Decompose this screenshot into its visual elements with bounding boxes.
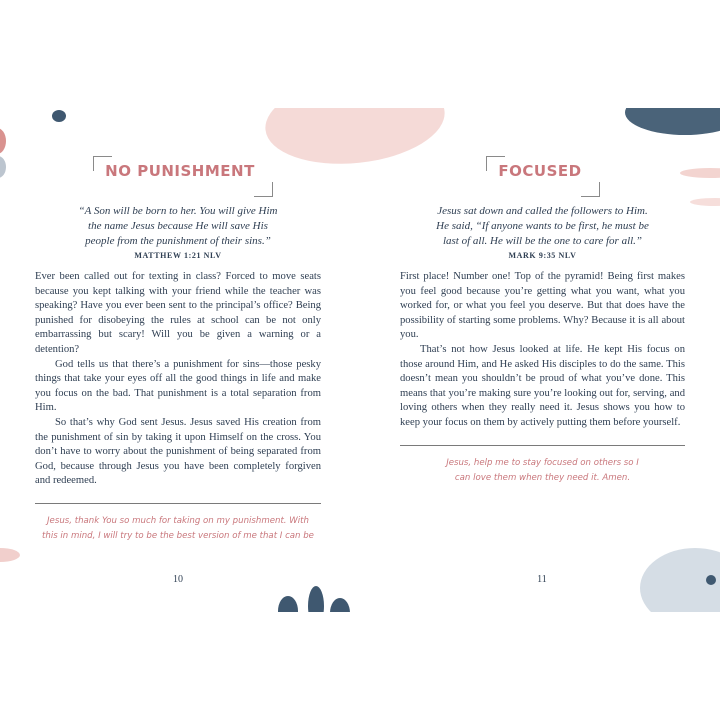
paragraph: That’s not how Jesus looked at life. He kept His focus on those around Him, and He asked His disciples to do the same. This doesn’t mean you shouldn’t be proud of what you’ve done. This means that you’re making sure you’re looking out for, serving, and loving others when they really need it. Jesus shows you how to keep your focus on them by actively putting them before yourself. bbox=[400, 343, 685, 428]
right-page bbox=[360, 108, 720, 612]
divider bbox=[400, 445, 685, 446]
page-content bbox=[35, 204, 321, 544]
prayer-line: can love them when they need it. Amen. bbox=[454, 472, 631, 483]
page-content bbox=[400, 204, 685, 486]
page-title: NO PUNISHMENT bbox=[105, 162, 255, 180]
quote-line: the name Jesus because He will save His bbox=[88, 220, 268, 232]
body-text bbox=[400, 270, 685, 431]
title-frame bbox=[486, 156, 593, 187]
scripture-quote bbox=[35, 204, 321, 249]
paragraph: So that’s why God sent Jesus. Jesus saved His creation from the punishment of sin by taking it upon Himself on the cross. You don’t have to worry about the punishment of being separated from God, because through Jesus you have been completely forgiven and redeemed. bbox=[35, 416, 321, 487]
scripture-quote bbox=[400, 204, 685, 249]
divider bbox=[35, 503, 321, 504]
scripture-reference: MARK 9:35 NLV bbox=[508, 251, 577, 260]
scripture-reference: MATTHEW 1:21 NLV bbox=[134, 251, 222, 260]
title-frame bbox=[93, 156, 267, 187]
quote-line: last of all. He will be the one to care for all.” bbox=[442, 235, 643, 247]
prayer bbox=[35, 514, 321, 544]
prayer-line: Jesus, thank You so much for taking on my punishment. With bbox=[47, 515, 309, 526]
paragraph: First place! Number one! Top of the pyramid! Being first makes you feel good because you’re getting what you want, what you worked for, or what you feel you deserve. But that does have the possibility of starting some problems. Why? Because it is all about you. bbox=[400, 271, 685, 341]
page-number: 11 bbox=[537, 574, 547, 585]
quote-line: people from the punishment of their sins.” bbox=[85, 235, 271, 247]
prayer bbox=[400, 456, 685, 486]
book-spread bbox=[0, 108, 720, 612]
paragraph: God tells us that there’s a punishment for sins—those pesky things that take your eyes off all the good things in life and make you focus on the bad. That punishment is a total separation from Him. bbox=[35, 358, 321, 414]
page-number: 10 bbox=[173, 574, 183, 585]
page-title: FOCUSED bbox=[498, 162, 582, 180]
quote-line: Jesus sat down and called the followers to Him. bbox=[437, 205, 648, 217]
quote-line: He said, “If anyone wants to be first, he must be bbox=[436, 220, 649, 232]
prayer-line: this in mind, I will try to be the best version of me that I can be bbox=[42, 530, 314, 541]
left-page bbox=[0, 108, 360, 612]
body-text bbox=[35, 270, 321, 489]
paragraph: Ever been called out for texting in class? Forced to move seats because you kept talking with your friend while the teacher was speaking? Have you ever been sent to the principal’s office? Being punished for disobeying the rules at school can be not only embarrassing but scary! Will you be given a warning or a detention? bbox=[35, 271, 321, 355]
quote-line: “A Son will be born to her. You will give Him bbox=[78, 205, 278, 217]
prayer-line: Jesus, help me to stay focused on others so I bbox=[446, 457, 639, 468]
